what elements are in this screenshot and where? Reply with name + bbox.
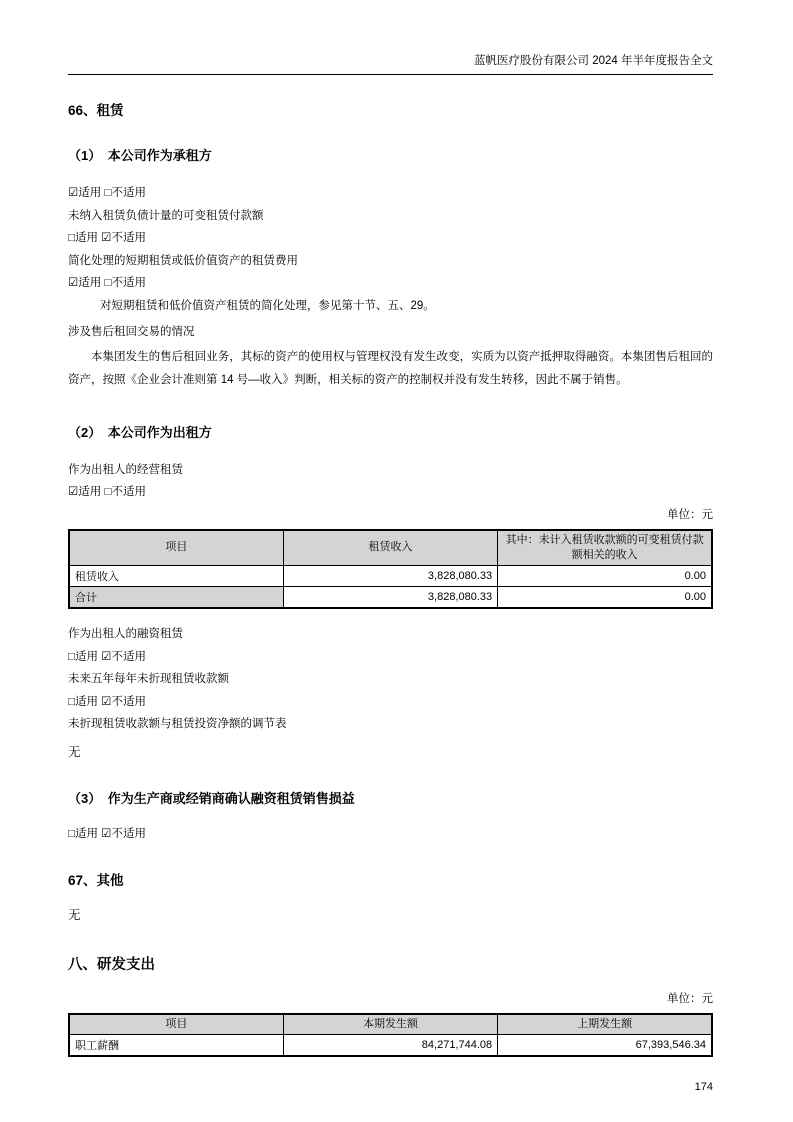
total-lease-income-value: 3,828,080.33: [283, 587, 497, 609]
operating-lease-table-head: [69, 530, 712, 566]
row-label-employee-compensation: 职工薪酬: [69, 1035, 283, 1057]
table-header-row: [69, 530, 712, 566]
applicability-line-5: □适用 ☑不适用: [68, 650, 146, 663]
variable-income-value: 0.00: [498, 566, 712, 587]
subsection-2-lessor-title: （2） 本公司作为出租方: [68, 424, 212, 440]
future-receipts-label: 未来五年每年未折现租赁收款额: [68, 673, 229, 685]
applicability-line-4: ☑适用 □不适用: [68, 486, 146, 498]
page-number: 174: [694, 1081, 713, 1093]
reconciliation-none-value: 无: [68, 744, 81, 759]
row-label-total: 合计: [69, 587, 283, 609]
header-cell-current-period: 本期发生额: [283, 1014, 497, 1035]
subsection-1-lessee-title: （1） 本公司作为承租方: [68, 148, 212, 163]
simplified-treatment-label: 简化处理的短期租赁或低价值资产的租赁费用: [68, 254, 298, 267]
variable-payment-label: 未纳入租赁负债计量的可变租赁付款额: [68, 209, 264, 222]
section-67-none-value: 无: [68, 908, 81, 922]
applicability-line-2: □适用 ☑不适用: [68, 232, 146, 244]
table-row: [69, 566, 712, 587]
finance-lease-label: 作为出租人的融资租赁: [68, 628, 183, 640]
rd-table-head: [69, 1014, 712, 1035]
applicability-line-3: ☑适用 □不适用: [68, 277, 146, 289]
total-variable-income-value: 0.00: [498, 587, 712, 609]
table-row: [69, 1035, 712, 1057]
document-header: [68, 52, 713, 75]
simplified-treatment-reference: 对短期租赁和低价值资产租赁的简化处理，参见第十节、五、29。: [100, 299, 435, 312]
applicability-line-7: □适用 ☑不适用: [68, 827, 146, 840]
applicability-line-1: ☑适用 □不适用: [68, 187, 146, 199]
reconciliation-label: 未折现租赁收款额与租赁投资净额的调节表: [68, 718, 287, 730]
table-header-row: [69, 1014, 712, 1035]
document-header-title: 蓝帆医疗股份有限公司 2024 年半年度报告全文: [474, 55, 713, 67]
sale-leaseback-label: 涉及售后租回交易的情况: [68, 326, 195, 338]
applicability-line-6: □适用 ☑不适用: [68, 695, 146, 708]
lease-income-value: 3,828,080.33: [283, 566, 497, 587]
operating-lease-label: 作为出租人的经营租赁: [68, 463, 183, 476]
operating-lease-table-body: [69, 566, 712, 609]
section-8-rd-title: 八、研发支出: [68, 957, 155, 973]
prior-period-value: 67,393,546.34: [498, 1035, 712, 1057]
section-67-title: 67、其他: [68, 873, 124, 888]
subsection-3-manufacturer-title: （3） 作为生产商或经销商确认融资租赁销售损益: [68, 790, 355, 806]
operating-lease-income-table: [68, 529, 713, 610]
header-cell-prior-period: 上期发生额: [498, 1014, 712, 1035]
rd-expenditure-table: [68, 1013, 713, 1057]
header-cell-variable-income: 其中：未计入租赁收款额的可变租赁付款额相关的收入: [498, 530, 712, 566]
row-label-lease-income: 租赁收入: [69, 566, 283, 587]
table-total-row: [69, 587, 712, 609]
header-cell-lease-income: 租赁收入: [283, 530, 497, 566]
rd-table-body: [69, 1035, 712, 1057]
header-cell-item: 项目: [69, 1014, 283, 1035]
current-period-value: 84,271,744.08: [283, 1035, 497, 1057]
section-66-title: 66、租赁: [68, 103, 124, 118]
header-cell-item: 项目: [69, 530, 283, 566]
unit-label-2: 单位：元: [667, 993, 713, 1005]
unit-label-1: 单位：元: [667, 508, 713, 521]
sale-leaseback-paragraph: 本集团发生的售后租回业务，其标的资产的使用权与管理权没有发生改变，实质为以资产抵押取得融资。本集团售后租回的资产，按照《企业会计准则第 14 号—收入》判断，相关标的资产的控制权并没有发生转移，因此不属于销售。: [68, 350, 713, 386]
